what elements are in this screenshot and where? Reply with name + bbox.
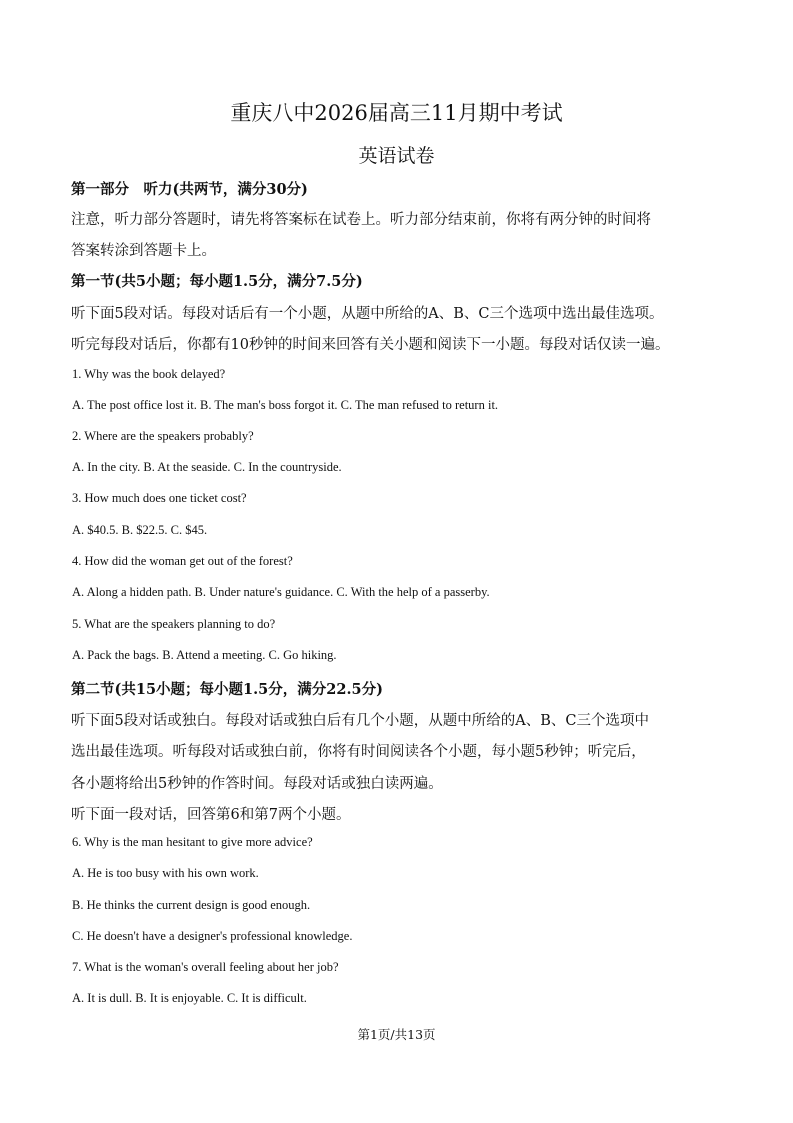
section2-heading: 第二节(共15小题；每小题1.5分，满分22.5分) [71, 681, 383, 698]
page-footer: 第1页/共13页 [357, 1027, 436, 1042]
question-2: 2. Where are the speakers probably? [72, 429, 254, 443]
question-3-options: A. $40.5. B. $22.5. C. $45. [72, 523, 208, 537]
section2-instructions-line3: 各小题将给出5秒钟的作答时间。每段对话或独白读两遍。 [71, 776, 443, 792]
question-6: 6. Why is the man hesitant to give more advice? [72, 835, 313, 849]
question-5: 5. What are the speakers planning to do? [72, 617, 276, 631]
section2-lead: 听下面一段对话，回答第6和第7两个小题。 [71, 807, 351, 823]
question-5-options: A. Pack the bags. B. Attend a meeting. C. Go hiking. [72, 648, 337, 662]
question-1-options: A. The post office lost it. B. The man's boss forgot it. C. The man refused to return it. [72, 398, 499, 412]
part1-note-line1: 注意，听力部分答题时，请先将答案标在试卷上。听力部分结束前，你将有两分钟的时间将 [71, 212, 651, 228]
page-subtitle: 英语试卷 [358, 145, 435, 167]
section1-heading: 第一节(共5小题；每小题1.5分，满分7.5分) [71, 273, 363, 290]
question-7: 7. What is the woman's overall feeling about her job? [72, 960, 339, 974]
question-6-option-a: A. He is too busy with his own work. [72, 866, 259, 880]
question-1: 1. Why was the book delayed? [72, 367, 226, 381]
section1-instructions-line2: 听完每段对话后，你都有10秒钟的时间来回答有关小题和阅读下一小题。每段对话仅读一遍。 [71, 337, 670, 353]
section2-instructions-line1: 听下面5段对话或独白。每段对话或独白后有几个小题，从题中所给的A、B、C三个选项中 [71, 713, 649, 729]
section1-instructions-line1: 听下面5段对话。每段对话后有一个小题，从题中所给的A、B、C三个选项中选出最佳选项。 [71, 306, 664, 322]
question-6-option-c: C. He doesn't have a designer's professional knowledge. [72, 929, 353, 943]
question-7-options: A. It is dull. B. It is enjoyable. C. It is difficult. [72, 991, 307, 1005]
question-4-options: A. Along a hidden path. B. Under nature's guidance. C. With the help of a passerby. [72, 585, 490, 599]
part1-heading: 第一部分 听力(共两节，满分30分) [71, 181, 308, 198]
question-2-options: A. In the city. B. At the seaside. C. In the countryside. [72, 460, 342, 474]
question-4: 4. How did the woman get out of the forest? [72, 554, 293, 568]
question-6-option-b: B. He thinks the current design is good enough. [72, 898, 311, 912]
page-title: 重庆八中2026届高三11月期中考试 [230, 101, 563, 125]
question-3: 3. How much does one ticket cost? [72, 491, 247, 505]
part1-note-line2: 答案转涂到答题卡上。 [71, 243, 216, 259]
section2-instructions-line2: 选出最佳选项。听每段对话或独白前，你将有时间阅读各个小题，每小题5秒钟；听完后， [71, 744, 646, 760]
